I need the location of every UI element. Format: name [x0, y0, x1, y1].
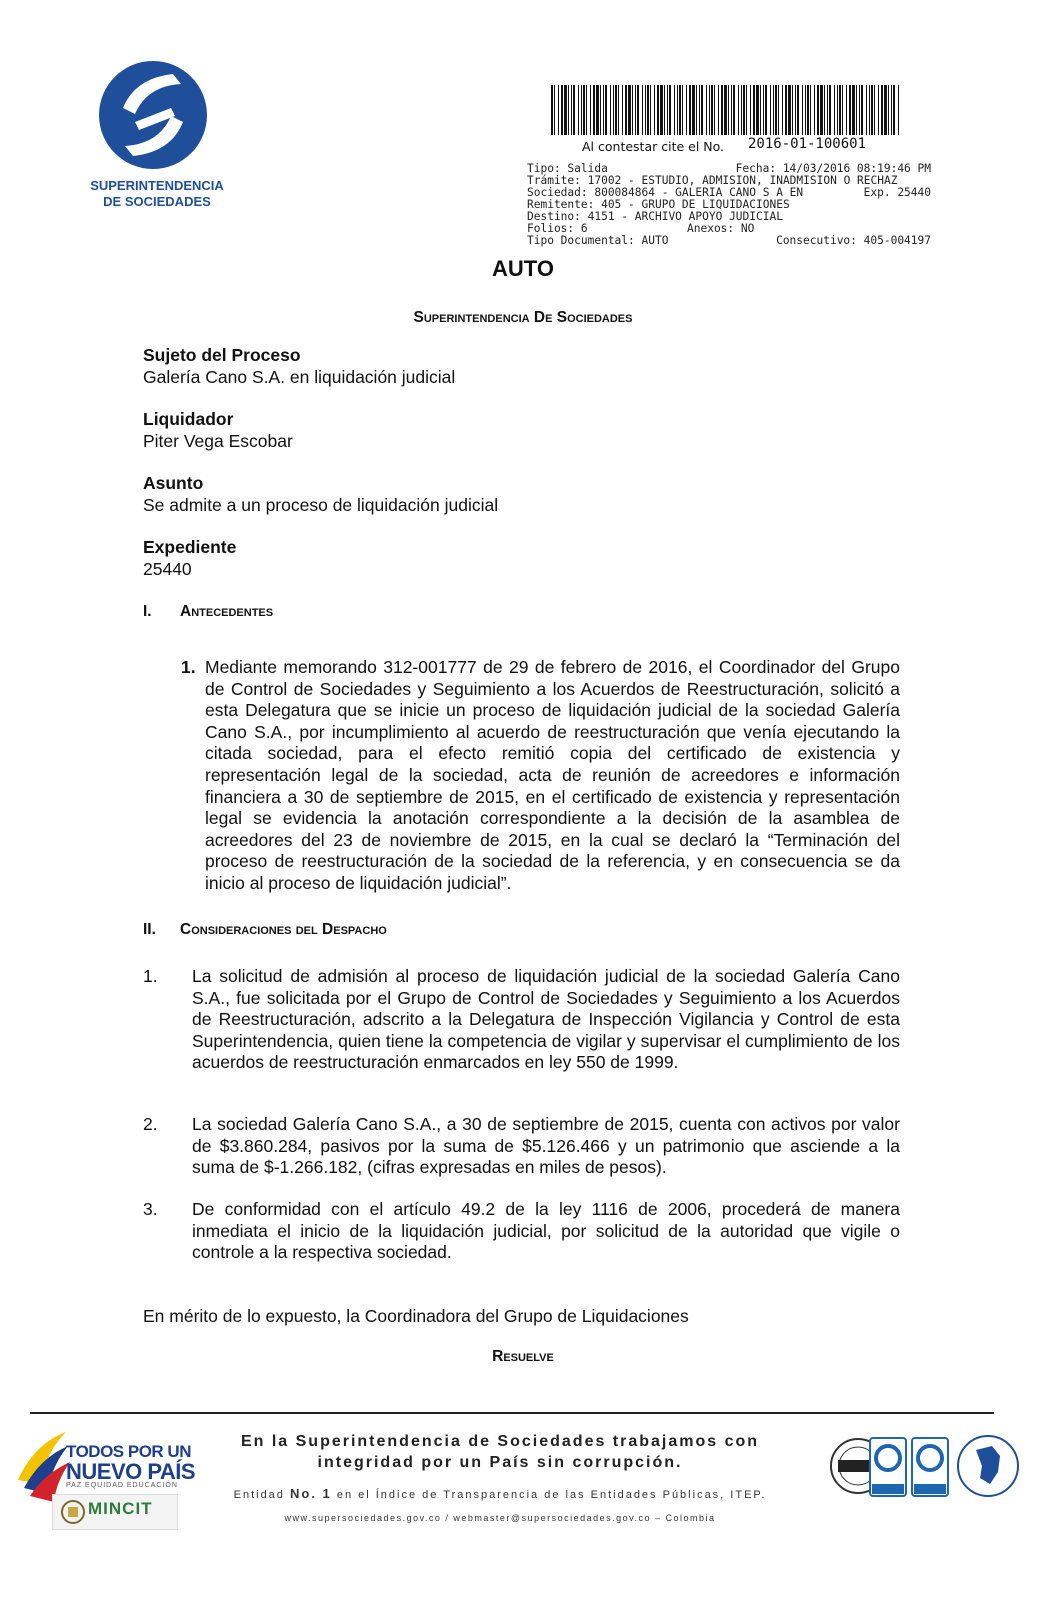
barcode-bar	[728, 85, 729, 135]
barcode-bar	[603, 85, 604, 135]
section-consideraciones-heading	[143, 921, 387, 939]
barcode-bar	[738, 85, 739, 135]
barcode-bar	[753, 85, 755, 135]
barcode-bar	[884, 85, 887, 135]
barcode-bar	[642, 85, 643, 135]
barcode-bar	[686, 85, 687, 135]
expediente-value: 25440	[143, 559, 192, 579]
stamp-consecutivo: Consecutivo: 405-004197	[776, 234, 931, 247]
ranking-pre: Entidad	[233, 1489, 285, 1501]
barcode-bar	[654, 85, 655, 135]
barcode-bar	[741, 85, 742, 135]
document-title: AUTO	[492, 256, 554, 281]
barcode-bar	[852, 85, 855, 135]
barcode-bar	[807, 85, 809, 135]
stamp-tramite: Trámite: 17002 - ESTUDIO, ADMISION, INADMISION O RECHAZ	[527, 174, 898, 187]
barcode-bar	[856, 85, 857, 135]
asunto-value: Se admite a un proceso de liquidación judicial	[143, 495, 499, 515]
ntcgp-1000-seal-icon	[912, 1438, 948, 1496]
barcode-bar	[581, 85, 582, 135]
antecedente-paragraph: Mediante memorando 312-001777 de 29 de febrero de 2016, el Coordinador del Grupo de Control de Sociedades y Seguimiento a los Acuerdos de Reestructuración, solicitó a esta Delegatura que se inicie un proceso de liquidación judicial de la sociedad Galería Cano S.A., por incumplimiento al acuerdo de reestructuración que venía ejecutando la citada sociedad, para el efecto remitió copia del certificado de existencia y representación legal de la sociedad, acta de reunión de acreedores e información financiera a 30 de septiembre de 2015, en el certificado de existencia y representación legal se evidencia la anotación correspondiente a la decisión de la asamblea de acreedores del 23 de noviembre de 2015, en la cual se declaró la “Terminación del proceso de reestructuración de la sociedad de la referencia, y en consecuencia se da inicio al proceso de liquidación judicial”.	[205, 657, 900, 893]
barcode-bar	[834, 85, 835, 135]
barcode-bar	[846, 85, 847, 135]
barcode-bar	[696, 85, 697, 135]
stamp-sociedad: Sociedad: 800084864 - GALERIA CANO S A EN	[527, 186, 804, 199]
asunto-label: Asunto	[143, 473, 204, 493]
barcode-bar	[637, 85, 639, 135]
barcode-bar	[778, 85, 779, 135]
barcode	[551, 85, 904, 135]
barcode-bar	[765, 85, 767, 135]
barcode-bar	[721, 85, 723, 135]
barcode-bar	[605, 85, 607, 135]
barcode-bar	[635, 85, 636, 135]
barcode-bar	[839, 85, 841, 135]
consideracion-paragraph: La sociedad Galería Cano S.A., a 30 de septiembre de 2015, cuenta con activos por valor de $3.860.284, pasivos por la suma de $5.126.466 y un patrimonio que asciende a la suma de $-1.266.182, (cifras expresadas en miles de pesos).	[192, 1114, 900, 1178]
barcode-bar	[669, 85, 671, 135]
ranking-number: No. 1	[289, 1486, 332, 1501]
tagline-line2: integridad por un País sin corrupción.	[317, 1454, 683, 1471]
section-number: II.	[143, 921, 156, 938]
barcode-bar	[750, 85, 751, 135]
barcode-bar	[760, 85, 761, 135]
stamp-folios: Folios: 6	[527, 222, 588, 235]
consideracion-number: 3.	[143, 1199, 158, 1219]
barcode-bar	[842, 85, 843, 135]
barcode-bar	[814, 85, 815, 135]
barcode-bar	[829, 85, 831, 135]
certification-seals	[830, 1432, 1030, 1542]
stamp-exp: Exp. 25440	[863, 186, 931, 199]
barcode-bar	[788, 85, 791, 135]
colombia-map-seal-icon	[958, 1436, 1018, 1496]
barcode-bar	[682, 85, 683, 135]
barcode-bar	[773, 85, 774, 135]
stamp-destino: Destino: 4151 - ARCHIVO APOYO JUDICIAL	[527, 210, 783, 223]
stamp-tipo-documental: Tipo Documental: AUTO	[527, 234, 669, 247]
barcode-bar	[706, 85, 707, 135]
expediente-label: Expediente	[143, 537, 237, 557]
ranking-post: en el Índice de Transparencia de las Entidades Públicas, ITEP.	[336, 1489, 767, 1501]
barcode-bar	[797, 85, 799, 135]
barcode-bar	[701, 85, 703, 135]
barcode-bar	[586, 85, 587, 135]
barcode-bar	[820, 85, 823, 135]
barcode-bar	[610, 85, 611, 135]
transparency-ranking	[200, 1486, 800, 1501]
consideracion-paragraph: De conformidad con el artículo 49.2 de la ley 1116 de 2006, procederá de manera inmediata el inicio de la liquidación judicial, por solicitud de la autoridad que vigile o controle a la respectiva sociedad.	[192, 1199, 900, 1263]
expediente-block	[143, 536, 236, 580]
barcode-bar	[891, 85, 892, 135]
barcode-bar	[711, 85, 713, 135]
coat-of-arms-icon	[59, 1498, 87, 1526]
iso-27001-seal-icon	[870, 1438, 906, 1496]
footer-tagline	[200, 1431, 800, 1473]
barcode-bar	[733, 85, 735, 135]
logo-text-line1: SUPERINTENDENCIA	[90, 178, 224, 193]
barcode-bar	[893, 85, 895, 135]
barcode-bar	[590, 85, 591, 135]
consideracion-number: 2.	[143, 1114, 158, 1134]
sujeto-label: Sujeto del Proceso	[143, 345, 301, 365]
barcode-bar	[714, 85, 715, 135]
asunto-block	[143, 472, 498, 516]
barcode-bar	[881, 85, 883, 135]
barcode-bar	[645, 85, 646, 135]
barcode-bar	[746, 85, 747, 135]
nuevo-pais-line2: NUEVO PAÍS	[66, 1459, 196, 1484]
footer-web-contact: www.supersociedades.gov.co / webmaster@supersociedades.gov.co – Colombia	[284, 1513, 716, 1523]
barcode-bar	[699, 85, 700, 135]
barcode-bar	[677, 85, 678, 135]
nuevo-pais-motto: PAZ EQUIDAD EDUCACIÓN	[66, 1482, 178, 1489]
barcode-bar	[827, 85, 828, 135]
barcode-bar	[664, 85, 665, 135]
barcode-bar	[554, 85, 555, 135]
barcode-bar	[632, 85, 633, 135]
merito-sentence: En mérito de lo expuesto, la Coordinadora del Grupo de Liquidaciones	[143, 1306, 689, 1326]
barcode-bar	[573, 85, 575, 135]
barcode-bar	[871, 85, 873, 135]
logo-text-line2: DE SOCIEDADES	[103, 194, 211, 209]
cite-number: 2016-01-100601	[748, 136, 867, 152]
barcode-bar	[805, 85, 806, 135]
barcode-bar	[709, 85, 710, 135]
stamp-anexos: Anexos: NO	[687, 222, 755, 235]
barcode-bar	[660, 85, 663, 135]
section-number: I.	[143, 603, 152, 620]
sujeto-block	[143, 344, 455, 388]
barcode-bar	[583, 85, 585, 135]
consideracion-paragraph: La solicitud de admisión al proceso de liquidación judicial de la sociedad Galería Cano S.A., fue solicitada por el Grupo de Control de Sociedades y Seguimiento a los Acuerdos de Reestructuración, adscrito a la Delegatura de Inspección Vigilancia y Control de esta Superintendencia, quien tiene la competencia de vigilar y supervisar el cumplimiento de los acuerdos de reestructuración enmarcados en ley 550 de 1999.	[192, 966, 900, 1073]
stamp-tipo: Tipo: Salida	[527, 162, 608, 175]
barcode-bar	[824, 85, 825, 135]
barcode-bar	[770, 85, 771, 135]
barcode-bar	[647, 85, 649, 135]
section-title: Antecedentes	[180, 603, 274, 620]
barcode-bar	[561, 85, 563, 135]
tagline-line1: En la Superintendencia de Sociedades trabajamos con	[240, 1433, 760, 1450]
sujeto-value: Galería Cano S.A. en liquidación judicial	[143, 367, 456, 387]
barcode-bar	[564, 85, 567, 135]
supersociedades-logo	[95, 60, 225, 170]
barcode-bar	[888, 85, 889, 135]
footer-divider	[30, 1412, 994, 1414]
barcode-bar	[775, 85, 777, 135]
antecedente-number: 1.	[181, 657, 196, 677]
barcode-bar	[600, 85, 601, 135]
barcode-bar	[810, 85, 811, 135]
barcode-bar	[571, 85, 572, 135]
barcode-bar	[615, 85, 617, 135]
barcode-bar	[859, 85, 860, 135]
resuelve-heading: Resuelve	[492, 1348, 554, 1365]
nuevo-pais-line1: TODOS POR UN	[66, 1442, 191, 1461]
liquidador-label: Liquidador	[143, 409, 234, 429]
barcode-bar	[724, 85, 727, 135]
cite-label: Al contestar cite el No.	[582, 139, 725, 154]
stamp-remitente: Remitente: 405 - GRUPO DE LIQUIDACIONES	[527, 198, 790, 211]
barcode-bar	[625, 85, 627, 135]
barcode-bar	[743, 85, 745, 135]
barcode-bar	[756, 85, 759, 135]
barcode-bar	[692, 85, 695, 135]
barcode-bar	[689, 85, 691, 135]
barcode-bar	[782, 85, 783, 135]
stamp-fecha: Fecha: 14/03/2016 08:19:46 PM	[735, 162, 931, 175]
barcode-bar	[551, 85, 553, 135]
barcode-bar	[593, 85, 595, 135]
barcode-bar	[869, 85, 870, 135]
barcode-bar	[874, 85, 875, 135]
section-title: Consideraciones del Despacho	[180, 921, 387, 938]
liquidador-value: Piter Vega Escobar	[143, 431, 293, 451]
barcode-bar	[568, 85, 569, 135]
barcode-bar	[628, 85, 631, 135]
barcode-bar	[792, 85, 793, 135]
barcode-bar	[618, 85, 619, 135]
barcode-bar	[674, 85, 675, 135]
barcode-bar	[866, 85, 867, 135]
barcode-bar	[785, 85, 787, 135]
barcode-bar	[837, 85, 838, 135]
consideracion-number: 1.	[143, 966, 158, 986]
barcode-bar	[817, 85, 819, 135]
barcode-bar	[731, 85, 732, 135]
barcode-bar	[878, 85, 879, 135]
barcode-bar	[650, 85, 651, 135]
barcode-bar	[596, 85, 599, 135]
liquidador-block	[143, 408, 293, 452]
logo-wordmark	[68, 178, 246, 210]
barcode-bar	[622, 85, 623, 135]
barcode-bar	[613, 85, 614, 135]
barcode-bar	[718, 85, 719, 135]
barcode-bar	[657, 85, 659, 135]
barcode-bar	[578, 85, 579, 135]
barcode-bar	[861, 85, 863, 135]
barcode-bar	[667, 85, 668, 135]
barcode-bar	[849, 85, 851, 135]
issuing-entity: Superintendencia De Sociedades	[413, 309, 633, 326]
barcode-bar	[898, 85, 899, 135]
barcode-bar	[802, 85, 803, 135]
barcode-bar	[558, 85, 559, 135]
barcode-bar	[763, 85, 764, 135]
barcode-bar	[795, 85, 796, 135]
barcode-bar	[679, 85, 681, 135]
mincit-text: MINCIT	[88, 1499, 153, 1518]
section-antecedentes-heading	[143, 603, 273, 621]
